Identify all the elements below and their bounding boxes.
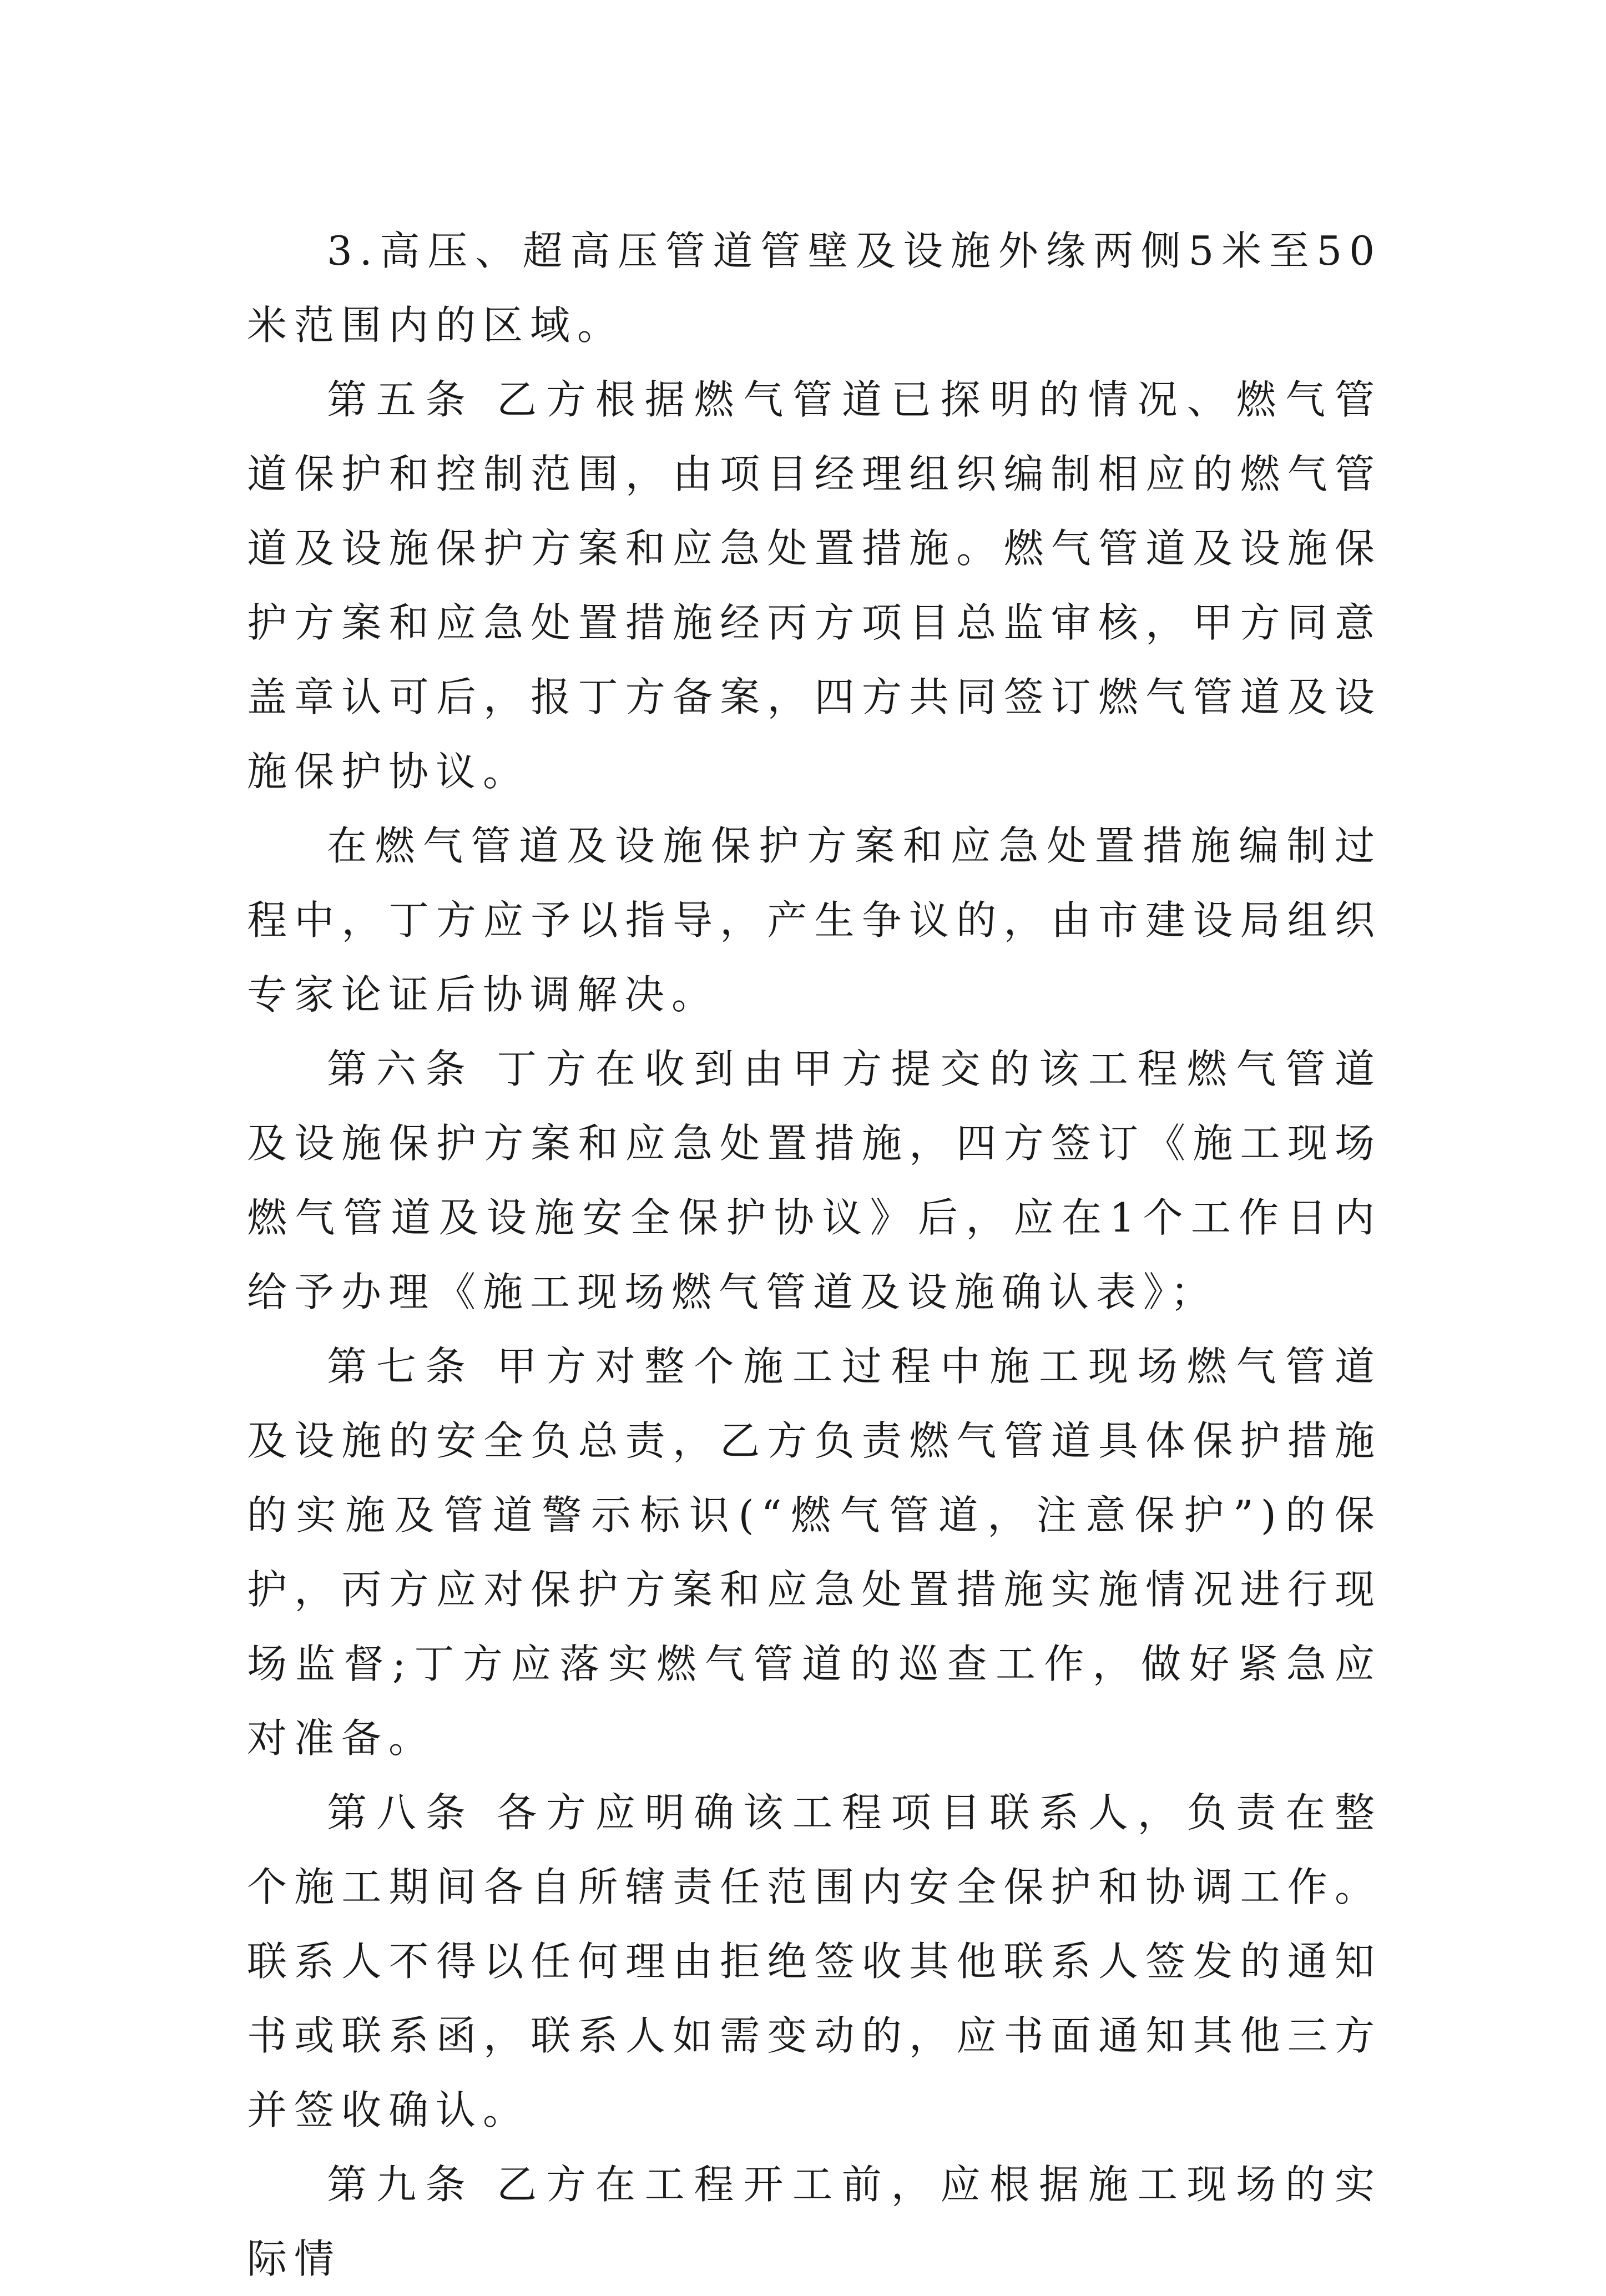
paragraph-article-5: 第五条 乙方根据燃气管道已探明的情况、燃气管道保护和控制范围，由项目经理组织编制相应的燃气管道及设施保护方案和应急处置措施。燃气管道及设施保护方案和应急处置措施经丙方项目总监审核，甲方同意盖章认可后，报丁方备案，四方共同签订燃气管道及设施保护协议。 xyxy=(247,376,1382,795)
paragraph-article-6: 第六条 丁方在收到由甲方提交的该工程燃气管道及设施保护方案和应急处置措施，四方签订《施工现场燃气管道及设施安全保护协议》后，应在1个工作日内给予办理《施工现场燃气管道及设施确认表》； xyxy=(247,1046,1382,1315)
paragraph-article-8: 第八条 各方应明确该工程项目联系人，负责在整个施工期间各自所辖责任范围内安全保护和协调工作。联系人不得以任何理由拒绝签收其他联系人签发的通知书或联系函，联系人如需变动的，应书面通知其他三方并签收确认。 xyxy=(247,1789,1382,2133)
document-body xyxy=(247,214,1382,2296)
paragraph-article-5-guidance: 在燃气管道及设施保护方案和应急处置措施编制过程中，丁方应予以指导，产生争议的，由市建设局组织专家论证后协调解决。 xyxy=(247,822,1382,1018)
paragraph-article-7: 第七条 甲方对整个施工过程中施工现场燃气管道及设施的安全负总责，乙方负责燃气管道具体保护措施的实施及管道警示标识(“燃气管道，注意保护”)的保护，丙方应对保护方案和应急处置措施实施情况进行现场监督;丁方应落实燃气管道的巡查工作，做好紧急应对准备。 xyxy=(247,1343,1382,1762)
paragraph-item-3-pipeline-range: 3.高压、超高压管道管壁及设施外缘两侧5米至50米范围内的区域。 xyxy=(247,228,1382,349)
paragraph-article-9: 第九条 乙方在工程开工前，应根据施工现场的实际情 xyxy=(247,2161,1382,2282)
